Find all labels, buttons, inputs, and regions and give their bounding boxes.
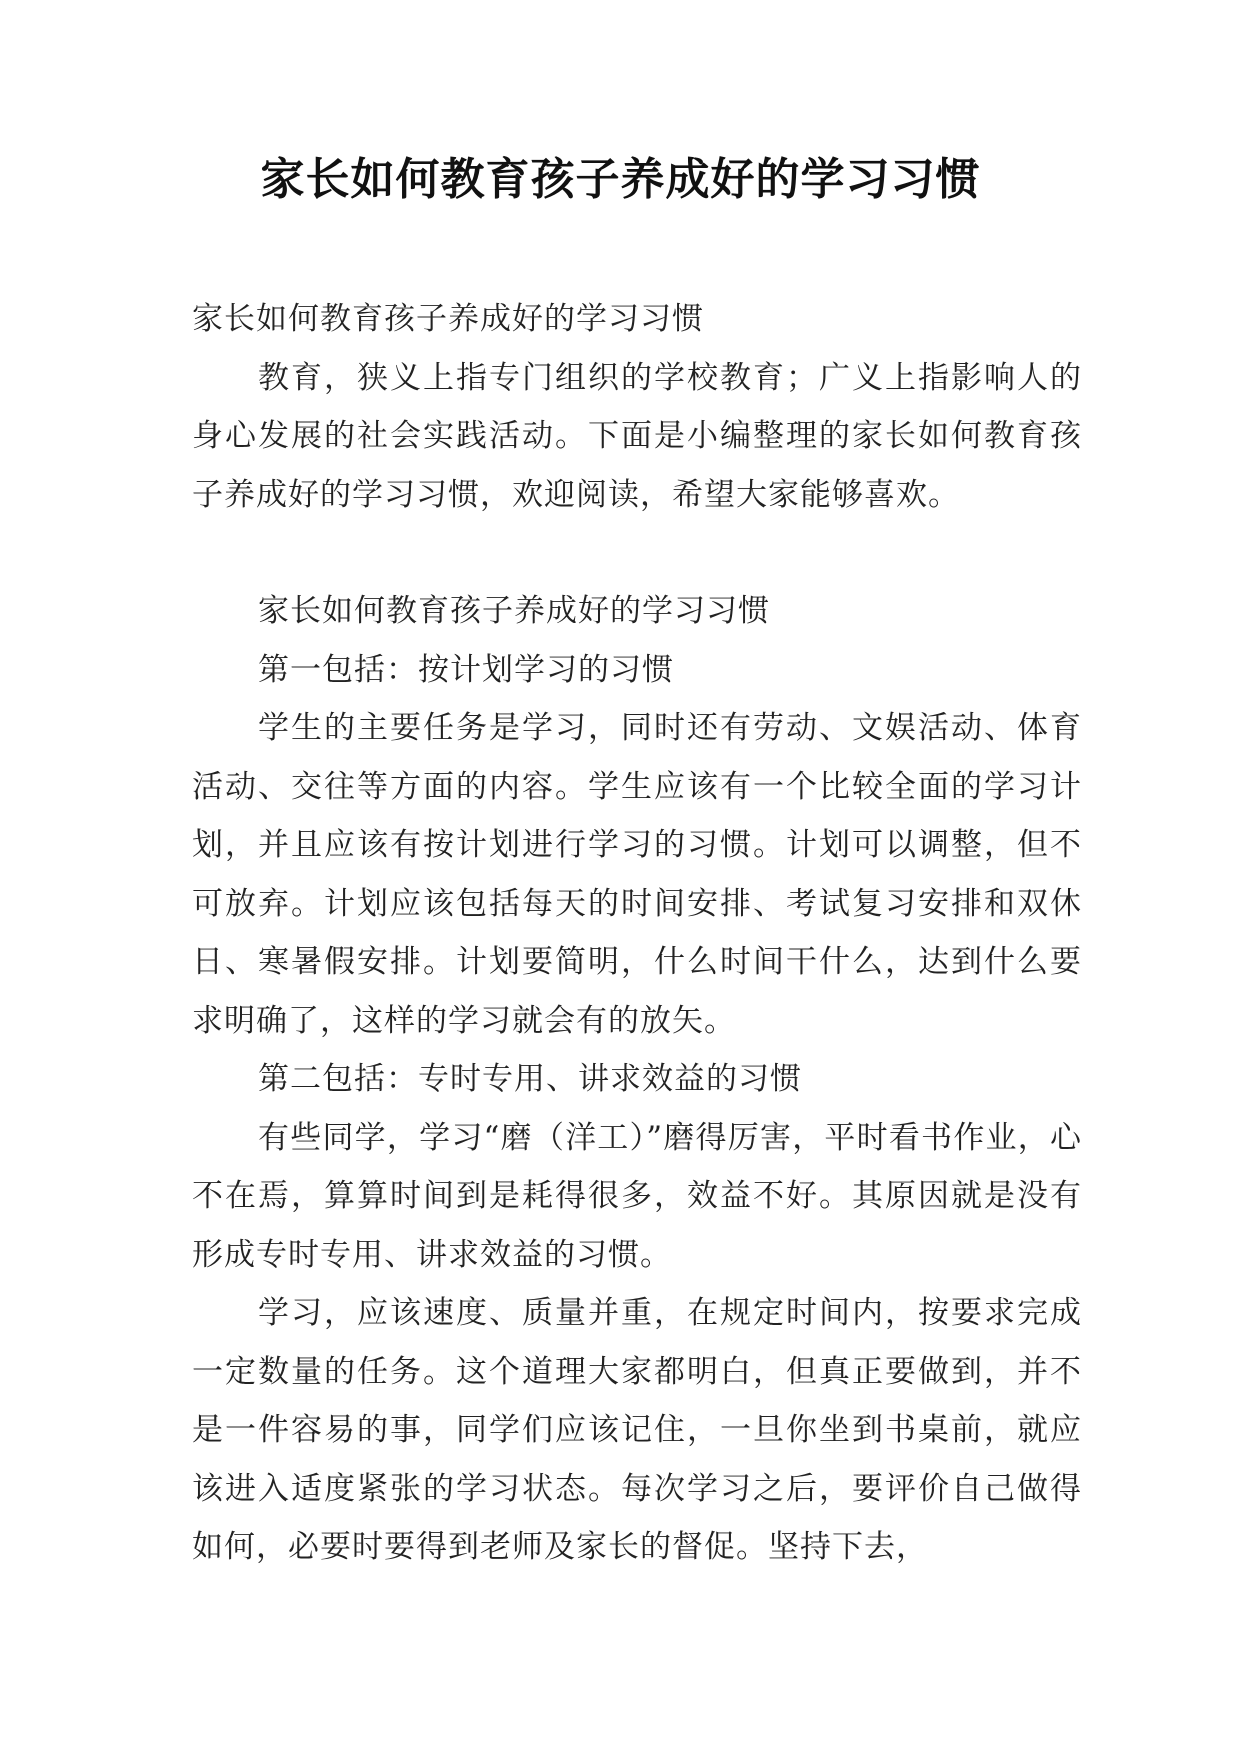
paragraph-speed-quality: 学习，应该速度、质量并重，在规定时间内，按要求完成一定数量的任务。这个道理大家都明白，但真正要做到，并不是一件容易的事，同学们应该记住，一旦你坐到书桌前，就应该进入适度紧张的学习状态。每次学习之后，要评价自己做得如何，必要时要得到老师及家长的督促。坚持下去，: [192, 1295, 1082, 1565]
subheading-first: 第一包括：按计划学习的习惯: [258, 651, 674, 688]
section-heading: 家长如何教育孩子养成好的学习习惯: [258, 593, 770, 629]
document-body: [192, 290, 1082, 1577]
paragraph-intro: 教育，狭义上指专门组织的学校教育；广义上指影响人的身心发展的社会实践活动。下面是小编整理的家长如何教育孩子养成好的学习习惯，欢迎阅读，希望大家能够喜欢。: [192, 359, 1082, 513]
paragraph-spacer: [192, 524, 1082, 582]
paragraph-efficiency: 有些同学，学习“磨（洋工）”磨得厉害，平时看书作业，心不在焉，算算时间到是耗得很多，效益不好。其原因就是没有形成专时专用、讲求效益的习惯。: [192, 1119, 1082, 1273]
paragraph-heading-repeat: 家长如何教育孩子养成好的学习习惯: [192, 301, 704, 337]
paragraph-plan: 学生的主要任务是学习，同时还有劳动、文娱活动、体育活动、交往等方面的内容。学生应该有一个比较全面的学习计划，并且应该有按计划进行学习的习惯。计划可以调整，但不可放弃。计划应该包括每天的时间安排、考试复习安排和双休日、寒暑假安排。计划要简明，什么时间干什么，达到什么要求明确了，这样的学习就会有的放矢。: [192, 710, 1082, 1039]
subheading-second: 第二包括：专时专用、讲求效益的习惯: [258, 1061, 802, 1097]
document-title: 家长如何教育孩子养成好的学习习惯: [260, 154, 981, 205]
